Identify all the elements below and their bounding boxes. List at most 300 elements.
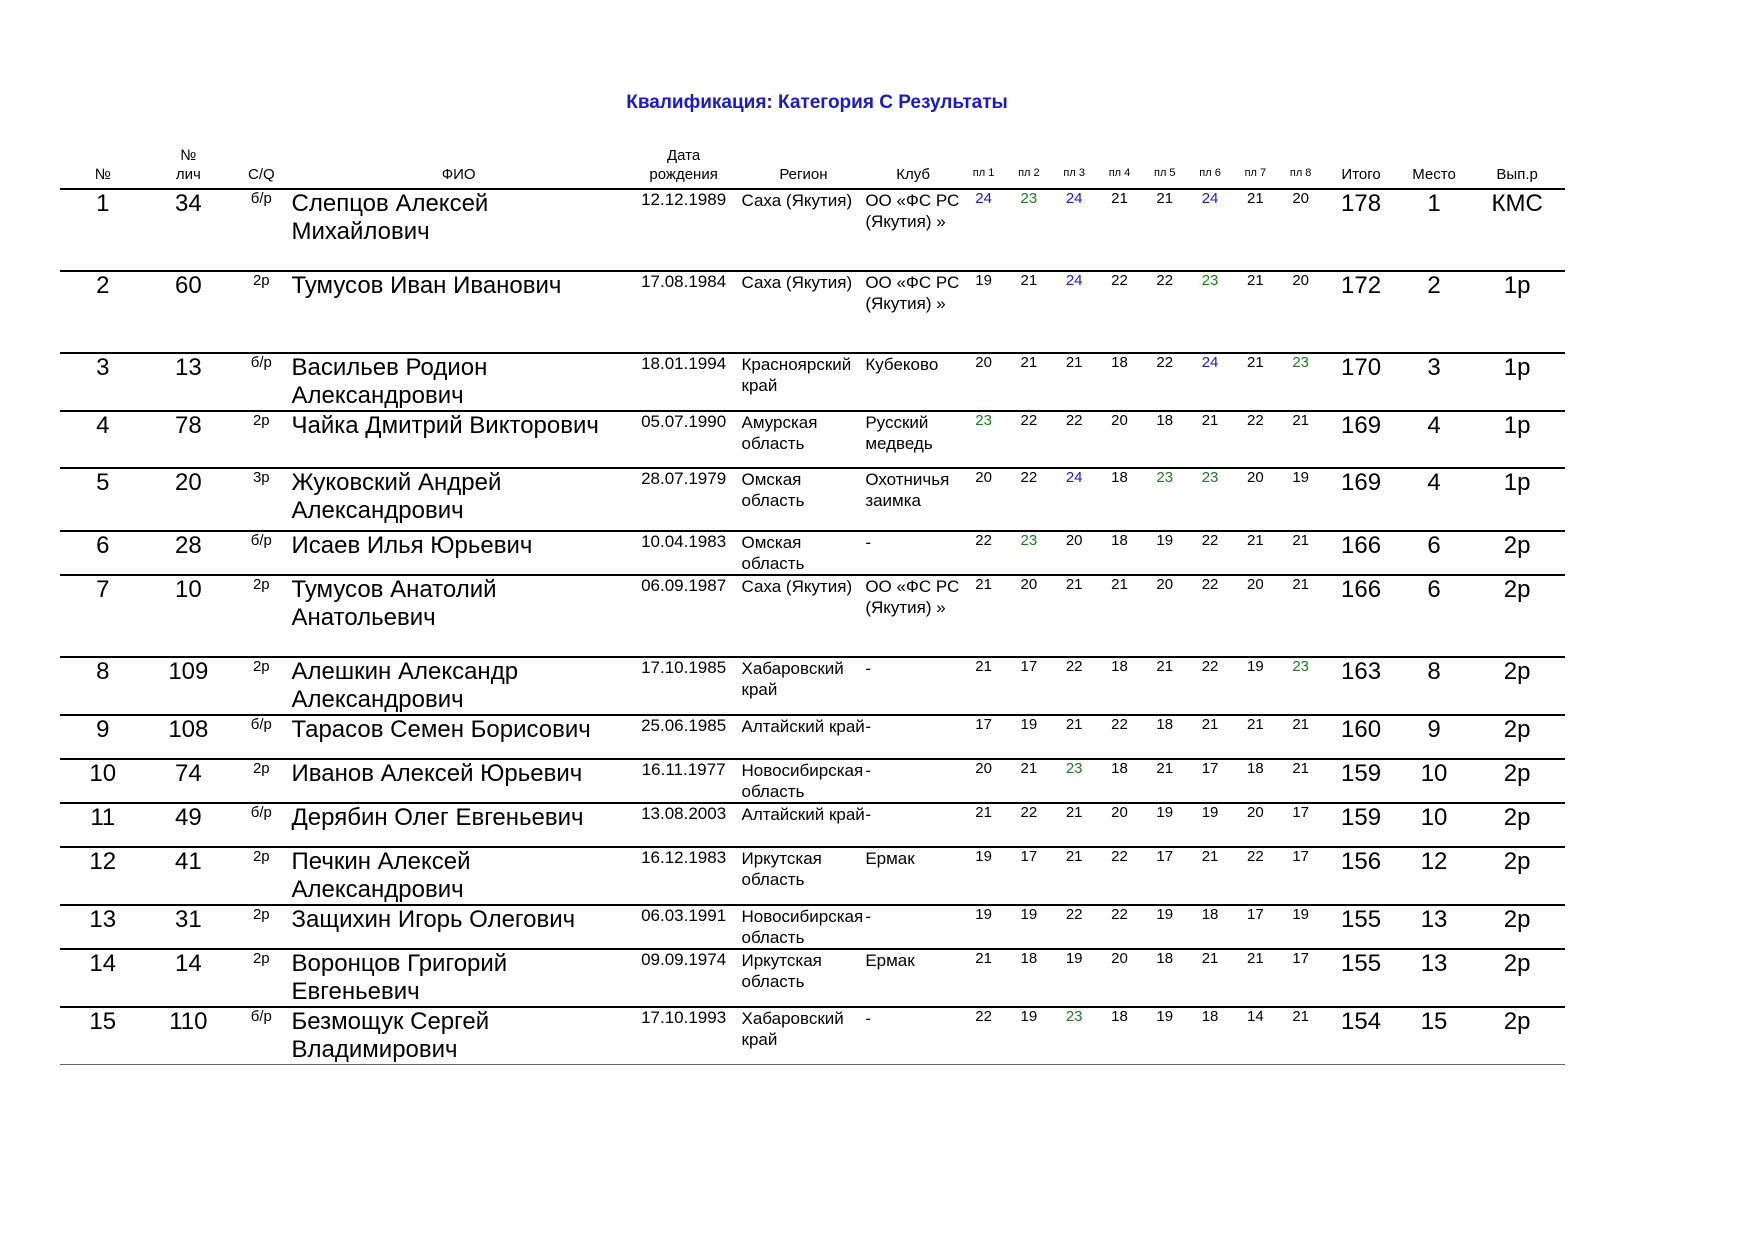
score-cell: 21	[1052, 803, 1097, 847]
total-score: 166	[1323, 575, 1399, 657]
license-number: 109	[146, 657, 232, 715]
score-cell: 19	[961, 847, 1006, 905]
score-cell: 21	[1278, 1007, 1323, 1065]
row-number: 11	[60, 803, 146, 847]
license-number: 34	[146, 189, 232, 271]
score-cell: 22	[1052, 905, 1097, 949]
cq-rank: 2р	[231, 575, 291, 657]
score-cell: 21	[1233, 353, 1278, 411]
athlete-name: Тумусов Анатолий Анатольевич	[292, 575, 626, 657]
score-cell: 22	[1052, 411, 1097, 468]
score-cell: 20	[1278, 189, 1323, 271]
license-number: 20	[146, 468, 232, 531]
license-number: 60	[146, 271, 232, 353]
license-number: 13	[146, 353, 232, 411]
score-cell: 21	[1278, 411, 1323, 468]
table-row	[60, 575, 1565, 657]
score-cell: 22	[961, 1007, 1006, 1065]
birth-date: 16.12.1983	[626, 847, 742, 905]
score-cell: 17	[1006, 847, 1051, 905]
col-header-license: № лич	[175, 147, 201, 183]
score-cell: 18	[1097, 531, 1142, 575]
region: Алтайский край	[742, 803, 866, 847]
score-cell: 21	[1278, 759, 1323, 803]
athlete-name: Васильев Родион Александрович	[292, 353, 626, 411]
cq-rank: 2р	[231, 657, 291, 715]
table-row	[60, 189, 1565, 271]
place: 10	[1399, 759, 1469, 803]
place: 9	[1399, 715, 1469, 759]
achieved-rank: 2р	[1469, 847, 1565, 905]
score-cell: 23	[1278, 353, 1323, 411]
col-header-pl4: пл 4	[1108, 167, 1131, 179]
row-number: 8	[60, 657, 146, 715]
place: 13	[1399, 905, 1469, 949]
athlete-name: Воронцов Григорий Евгеньевич	[292, 949, 626, 1007]
score-cell: 22	[1187, 575, 1232, 657]
cq-rank: 2р	[231, 271, 291, 353]
cq-rank: б/р	[231, 715, 291, 759]
score-cell: 21	[1278, 531, 1323, 575]
table-row	[60, 468, 1565, 531]
club: Охотничья заимка	[865, 468, 961, 531]
score-cell: 20	[961, 468, 1006, 531]
total-score: 170	[1323, 353, 1399, 411]
score-cell: 19	[1278, 468, 1323, 531]
score-cell: 20	[1006, 575, 1051, 657]
score-cell: 24	[1187, 189, 1232, 271]
row-number: 6	[60, 531, 146, 575]
col-header-num: №	[94, 166, 111, 183]
score-cell: 19	[1006, 715, 1051, 759]
col-header-pl1: пл 1	[972, 167, 995, 179]
score-cell: 17	[1142, 847, 1187, 905]
score-cell: 21	[961, 575, 1006, 657]
score-cell: 20	[1097, 411, 1142, 468]
score-cell: 23	[1187, 271, 1232, 353]
row-number: 13	[60, 905, 146, 949]
total-score: 169	[1323, 411, 1399, 468]
achieved-rank: 2р	[1469, 657, 1565, 715]
license-number: 110	[146, 1007, 232, 1065]
achieved-rank: 2р	[1469, 949, 1565, 1007]
total-score: 172	[1323, 271, 1399, 353]
place: 1	[1399, 189, 1469, 271]
score-cell: 23	[1187, 468, 1232, 531]
athlete-name: Алешкин Александр Александрович	[292, 657, 626, 715]
birth-date: 17.10.1993	[626, 1007, 742, 1065]
table-row	[60, 531, 1565, 575]
place: 6	[1399, 531, 1469, 575]
score-cell: 21	[1233, 189, 1278, 271]
achieved-rank: 1р	[1469, 468, 1565, 531]
col-header-club: Клуб	[896, 166, 930, 183]
score-cell: 22	[1142, 353, 1187, 411]
cq-rank: 3р	[231, 468, 291, 531]
region: Красноярский край	[742, 353, 866, 411]
score-cell: 21	[1187, 949, 1232, 1007]
total-score: 155	[1323, 905, 1399, 949]
birth-date: 06.09.1987	[626, 575, 742, 657]
region: Иркутская область	[742, 847, 866, 905]
score-cell: 22	[1187, 531, 1232, 575]
table-header-row	[60, 146, 1565, 189]
score-cell: 21	[1097, 189, 1142, 271]
score-cell: 17	[1278, 803, 1323, 847]
license-number: 41	[146, 847, 232, 905]
total-score: 166	[1323, 531, 1399, 575]
achieved-rank: 1р	[1469, 411, 1565, 468]
license-number: 31	[146, 905, 232, 949]
score-cell: 22	[1052, 657, 1097, 715]
score-cell: 21	[1142, 189, 1187, 271]
license-number: 14	[146, 949, 232, 1007]
table-row	[60, 715, 1565, 759]
row-number: 2	[60, 271, 146, 353]
score-cell: 24	[1052, 468, 1097, 531]
region: Саха (Якутия)	[742, 271, 866, 353]
club: -	[865, 803, 961, 847]
license-number: 28	[146, 531, 232, 575]
score-cell: 20	[1142, 575, 1187, 657]
score-cell: 23	[1052, 759, 1097, 803]
region: Саха (Якутия)	[742, 189, 866, 271]
score-cell: 20	[1097, 803, 1142, 847]
score-cell: 22	[1097, 715, 1142, 759]
score-cell: 19	[1233, 657, 1278, 715]
score-cell: 19	[961, 905, 1006, 949]
achieved-rank: 2р	[1469, 715, 1565, 759]
score-cell: 22	[1233, 847, 1278, 905]
athlete-name: Безмощук Сергей Владимирович	[292, 1007, 626, 1065]
col-header-pl5: пл 5	[1153, 167, 1176, 179]
birth-date: 05.07.1990	[626, 411, 742, 468]
athlete-name: Слепцов Алексей Михайлович	[292, 189, 626, 271]
score-cell: 17	[1233, 905, 1278, 949]
row-number: 12	[60, 847, 146, 905]
score-cell: 19	[1142, 803, 1187, 847]
score-cell: 21	[1006, 759, 1051, 803]
col-header-rank: Вып.р	[1496, 166, 1538, 183]
birth-date: 12.12.1989	[626, 189, 742, 271]
birth-date: 28.07.1979	[626, 468, 742, 531]
score-cell: 23	[961, 411, 1006, 468]
athlete-name: Иванов Алексей Юрьевич	[292, 759, 626, 803]
score-cell: 17	[1006, 657, 1051, 715]
score-cell: 19	[1142, 905, 1187, 949]
score-cell: 21	[1233, 271, 1278, 353]
achieved-rank: КМС	[1469, 189, 1565, 271]
achieved-rank: 2р	[1469, 803, 1565, 847]
score-cell: 18	[1097, 1007, 1142, 1065]
score-cell: 23	[1052, 1007, 1097, 1065]
athlete-name: Чайка Дмитрий Викторович	[292, 411, 626, 468]
score-cell: 23	[1006, 531, 1051, 575]
score-cell: 21	[961, 949, 1006, 1007]
place: 4	[1399, 411, 1469, 468]
score-cell: 21	[1052, 715, 1097, 759]
results-body	[60, 189, 1565, 1065]
club: -	[865, 531, 961, 575]
row-number: 3	[60, 353, 146, 411]
region: Новосибирская область	[742, 759, 866, 803]
col-header-fio: ФИО	[441, 166, 476, 183]
place: 12	[1399, 847, 1469, 905]
achieved-rank: 1р	[1469, 271, 1565, 353]
license-number: 108	[146, 715, 232, 759]
total-score: 154	[1323, 1007, 1399, 1065]
cq-rank: б/р	[231, 353, 291, 411]
score-cell: 21	[1187, 847, 1232, 905]
birth-date: 18.01.1994	[626, 353, 742, 411]
page-title: Квалификация: Категория C Результаты	[626, 92, 1008, 113]
table-row	[60, 905, 1565, 949]
total-score: 159	[1323, 803, 1399, 847]
score-cell: 22	[961, 531, 1006, 575]
score-cell: 21	[1233, 949, 1278, 1007]
score-cell: 17	[1278, 847, 1323, 905]
col-header-total: Итого	[1341, 166, 1381, 183]
col-header-region: Регион	[779, 166, 828, 183]
score-cell: 21	[1052, 353, 1097, 411]
region: Амурская область	[742, 411, 866, 468]
region: Алтайский край	[742, 715, 866, 759]
total-score: 156	[1323, 847, 1399, 905]
score-cell: 20	[1233, 468, 1278, 531]
total-score: 163	[1323, 657, 1399, 715]
score-cell: 23	[1142, 468, 1187, 531]
score-cell: 17	[961, 715, 1006, 759]
score-cell: 21	[1097, 575, 1142, 657]
row-number: 15	[60, 1007, 146, 1065]
athlete-name: Печкин Алексей Александрович	[292, 847, 626, 905]
achieved-rank: 2р	[1469, 531, 1565, 575]
score-cell: 23	[1278, 657, 1323, 715]
score-cell: 18	[1187, 905, 1232, 949]
place: 4	[1399, 468, 1469, 531]
col-header-pl6: пл 6	[1199, 167, 1221, 179]
athlete-name: Жуковский Андрей Александрович	[292, 468, 626, 531]
place: 6	[1399, 575, 1469, 657]
club: -	[865, 1007, 961, 1065]
table-row	[60, 803, 1565, 847]
table-row	[60, 353, 1565, 411]
cq-rank: б/р	[231, 531, 291, 575]
table-row	[60, 411, 1565, 468]
place: 10	[1399, 803, 1469, 847]
score-cell: 22	[1006, 411, 1051, 468]
col-header-dob: Дата рождения	[649, 147, 718, 183]
row-number: 4	[60, 411, 146, 468]
club: -	[865, 657, 961, 715]
score-cell: 21	[961, 803, 1006, 847]
table-row	[60, 271, 1565, 353]
birth-date: 10.04.1983	[626, 531, 742, 575]
row-number: 7	[60, 575, 146, 657]
score-cell: 22	[1142, 271, 1187, 353]
place: 2	[1399, 271, 1469, 353]
score-cell: 22	[1187, 657, 1232, 715]
athlete-name: Тумусов Иван Иванович	[292, 271, 626, 353]
total-score: 169	[1323, 468, 1399, 531]
achieved-rank: 2р	[1469, 1007, 1565, 1065]
score-cell: 24	[1187, 353, 1232, 411]
birth-date: 16.11.1977	[626, 759, 742, 803]
score-cell: 24	[1052, 189, 1097, 271]
score-cell: 19	[1278, 905, 1323, 949]
club: Ермак	[865, 847, 961, 905]
score-cell: 18	[1097, 353, 1142, 411]
birth-date: 13.08.2003	[626, 803, 742, 847]
row-number: 14	[60, 949, 146, 1007]
score-cell: 22	[1006, 803, 1051, 847]
cq-rank: 2р	[231, 949, 291, 1007]
score-cell: 19	[1006, 1007, 1051, 1065]
score-cell: 19	[1006, 905, 1051, 949]
score-cell: 21	[1052, 847, 1097, 905]
achieved-rank: 2р	[1469, 905, 1565, 949]
place: 13	[1399, 949, 1469, 1007]
club: Ермак	[865, 949, 961, 1007]
region: Хабаровский край	[742, 657, 866, 715]
region: Саха (Якутия)	[742, 575, 866, 657]
score-cell: 21	[1187, 715, 1232, 759]
row-number: 1	[60, 189, 146, 271]
license-number: 10	[146, 575, 232, 657]
region: Иркутская область	[742, 949, 866, 1007]
score-cell: 20	[1097, 949, 1142, 1007]
row-number: 5	[60, 468, 146, 531]
club: -	[865, 905, 961, 949]
table-row	[60, 657, 1565, 715]
score-cell: 21	[1006, 271, 1051, 353]
cq-rank: б/р	[231, 189, 291, 271]
birth-date: 06.03.1991	[626, 905, 742, 949]
club: Кубеково	[865, 353, 961, 411]
birth-date: 17.08.1984	[626, 271, 742, 353]
score-cell: 20	[961, 759, 1006, 803]
score-cell: 19	[1142, 1007, 1187, 1065]
birth-date: 17.10.1985	[626, 657, 742, 715]
score-cell: 22	[1006, 468, 1051, 531]
score-cell: 20	[1278, 271, 1323, 353]
score-cell: 21	[1006, 353, 1051, 411]
club: ОО «ФС РС (Якутия) »	[865, 575, 961, 657]
score-cell: 20	[1233, 803, 1278, 847]
score-cell: 18	[1233, 759, 1278, 803]
score-cell: 19	[1052, 949, 1097, 1007]
birth-date: 09.09.1974	[626, 949, 742, 1007]
license-number: 78	[146, 411, 232, 468]
score-cell: 24	[961, 189, 1006, 271]
place: 3	[1399, 353, 1469, 411]
place: 15	[1399, 1007, 1469, 1065]
score-cell: 20	[1233, 575, 1278, 657]
club: Русский медведь	[865, 411, 961, 468]
col-header-cq: C/Q	[247, 166, 275, 183]
table-row	[60, 847, 1565, 905]
score-cell: 22	[1097, 847, 1142, 905]
score-cell: 18	[1006, 949, 1051, 1007]
score-cell: 21	[1052, 575, 1097, 657]
athlete-name: Исаев Илья Юрьевич	[292, 531, 626, 575]
score-cell: 22	[1097, 271, 1142, 353]
score-cell: 21	[1187, 411, 1232, 468]
table-row	[60, 1007, 1565, 1065]
club: ОО «ФС РС (Якутия) »	[865, 271, 961, 353]
achieved-rank: 2р	[1469, 575, 1565, 657]
score-cell: 22	[1097, 905, 1142, 949]
score-cell: 19	[1187, 803, 1232, 847]
region: Омская область	[742, 468, 866, 531]
score-cell: 18	[1097, 468, 1142, 531]
region: Новосибирская область	[742, 905, 866, 949]
col-header-pl3: пл 3	[1063, 167, 1085, 179]
cq-rank: 2р	[231, 411, 291, 468]
club: -	[865, 715, 961, 759]
score-cell: 18	[1097, 657, 1142, 715]
table-row	[60, 759, 1565, 803]
score-cell: 20	[1052, 531, 1097, 575]
score-cell: 18	[1142, 411, 1187, 468]
athlete-name: Тарасов Семен Борисович	[292, 715, 626, 759]
score-cell: 21	[1278, 715, 1323, 759]
score-cell: 21	[961, 657, 1006, 715]
col-header-place: Место	[1412, 166, 1456, 183]
place: 8	[1399, 657, 1469, 715]
total-score: 160	[1323, 715, 1399, 759]
score-cell: 14	[1233, 1007, 1278, 1065]
athlete-name: Защихин Игорь Олегович	[292, 905, 626, 949]
score-cell: 21	[1142, 759, 1187, 803]
score-cell: 18	[1187, 1007, 1232, 1065]
score-cell: 22	[1233, 411, 1278, 468]
license-number: 49	[146, 803, 232, 847]
total-score: 159	[1323, 759, 1399, 803]
score-cell: 21	[1142, 657, 1187, 715]
achieved-rank: 2р	[1469, 759, 1565, 803]
total-score: 178	[1323, 189, 1399, 271]
total-score: 155	[1323, 949, 1399, 1007]
cq-rank: 2р	[231, 759, 291, 803]
score-cell: 21	[1233, 715, 1278, 759]
license-number: 74	[146, 759, 232, 803]
achieved-rank: 1р	[1469, 353, 1565, 411]
score-cell: 17	[1278, 949, 1323, 1007]
results-table	[60, 146, 1565, 1065]
score-cell: 19	[1142, 531, 1187, 575]
cq-rank: 2р	[231, 905, 291, 949]
col-header-pl2: пл 2	[1018, 167, 1040, 179]
row-number: 9	[60, 715, 146, 759]
score-cell: 18	[1142, 715, 1187, 759]
club: ОО «ФС РС (Якутия) »	[865, 189, 961, 271]
birth-date: 25.06.1985	[626, 715, 742, 759]
col-header-pl7: пл 7	[1244, 167, 1267, 179]
score-cell: 24	[1052, 271, 1097, 353]
region: Омская область	[742, 531, 866, 575]
cq-rank: б/р	[231, 1007, 291, 1065]
row-number: 10	[60, 759, 146, 803]
score-cell: 20	[961, 353, 1006, 411]
region: Хабаровский край	[742, 1007, 866, 1065]
cq-rank: 2р	[231, 847, 291, 905]
table-row	[60, 949, 1565, 1007]
cq-rank: б/р	[231, 803, 291, 847]
score-cell: 18	[1097, 759, 1142, 803]
score-cell: 17	[1187, 759, 1232, 803]
score-cell: 21	[1233, 531, 1278, 575]
